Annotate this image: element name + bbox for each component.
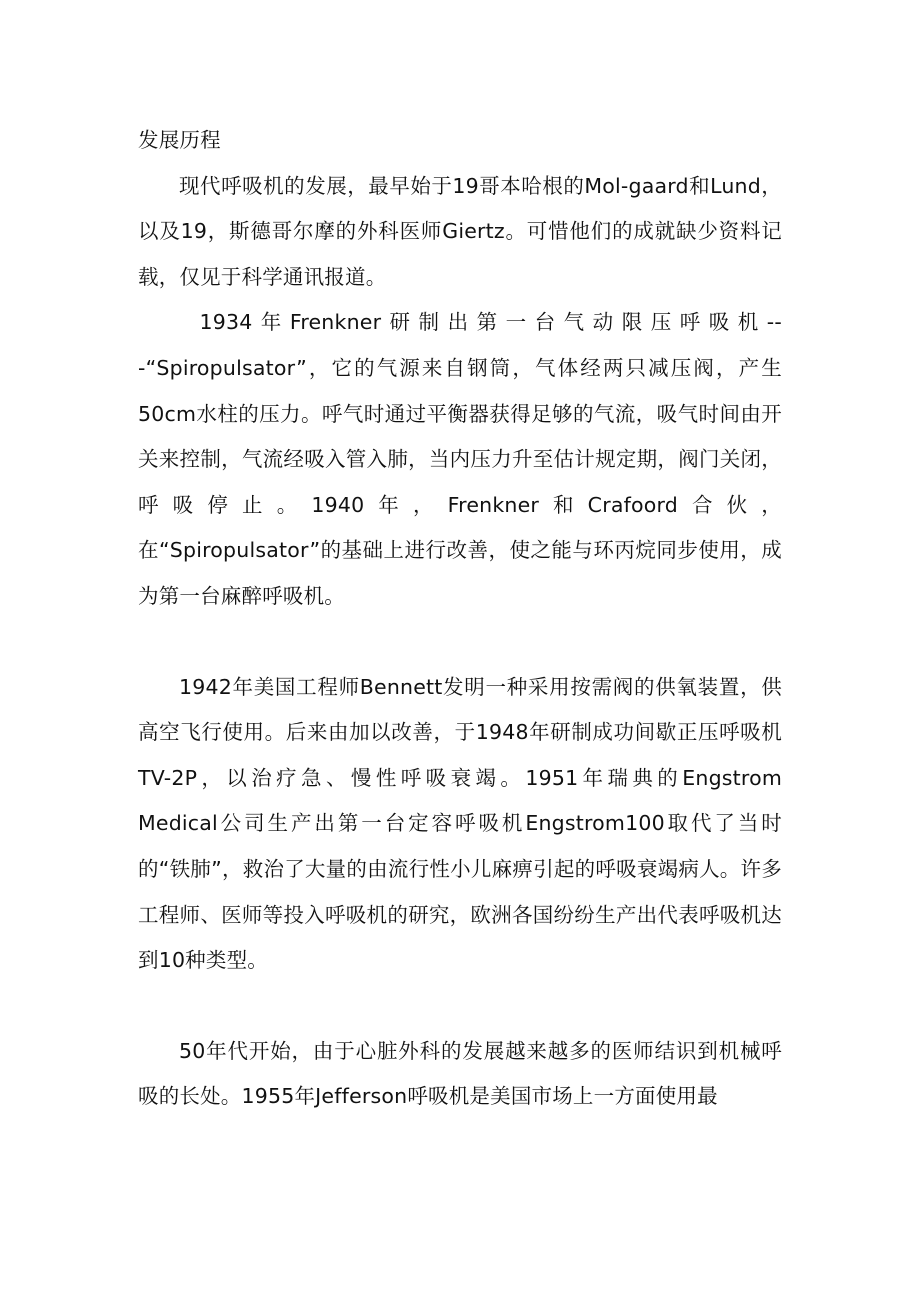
document-body: [138, 118, 782, 1120]
paragraph-1950s: 50年代开始，由于心脏外科的发展越来越多的医师结识到机械呼吸的长处。1955年Jefferson呼吸机是美国市场上一方面使用最: [138, 1038, 782, 1109]
paragraph-spacer: [138, 620, 782, 665]
paragraph-1942-bennett: 1942年美国工程师Bennett发明一种采用按需阀的供氧装置，供高空飞行使用。后来由加以改善，于1948年研制成功间歇正压呼吸机TV-2P，以治疗急、慢性呼吸衰竭。1951年瑞典的Engstrom Medical公司生产出第一台定容呼吸机Engstrom100取代了当时的“铁肺”，救治了大量的由流行性小儿麻痹引起的呼吸衰竭病人。许多工程师、医师等投入呼吸机的研究，欧洲各国纷纷生产出代表呼吸机达到10种类型。: [138, 674, 782, 973]
paragraph-early-history: 现代呼吸机的发展，最早始于19哥本哈根的Mol-gaard和Lund，以及19，斯德哥尔摩的外科医师Giertz。可惜他们的成就缺少资料记载，仅见于科学通讯报道。: [138, 173, 782, 289]
section-title: 发展历程: [138, 128, 221, 152]
paragraph-1934-spiropulsator: 1934年Frenkner研制出第一台气动限压呼吸机---“Spiropulsator”，它的气源来自钢筒，气体经两只减压阀，产生50cm水柱的压力。呼气时通过平衡器获得足够的气流，吸气时间由开关来控制，气流经吸入管入肺，当内压力升至估计规定期，阀门关闭，呼吸停止。1940年，Frenkner和Crafoord合伙，在“Spiropulsator”的基础上进行改善，使之能与环丙烷同步使用，成为第一台麻醉呼吸机。: [138, 310, 782, 608]
paragraph-spacer: [138, 984, 782, 1029]
